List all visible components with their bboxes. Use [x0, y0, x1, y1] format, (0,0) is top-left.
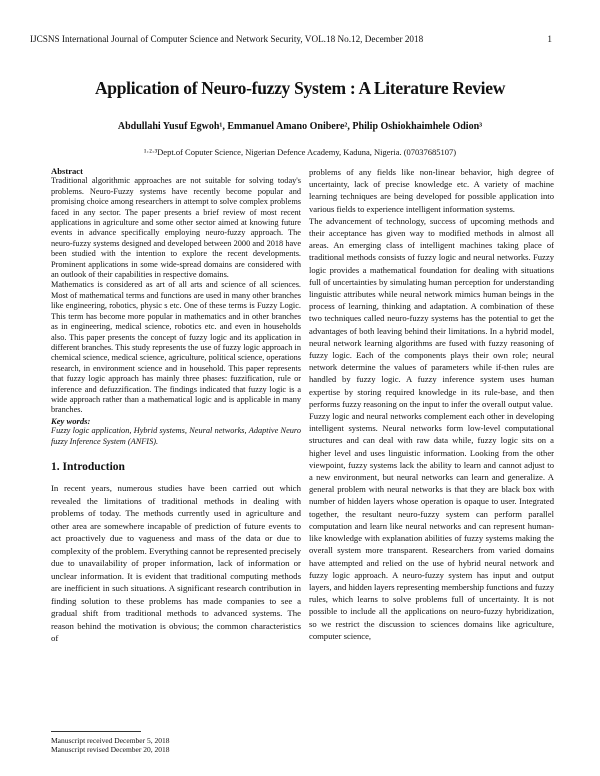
- left-column: [51, 166, 301, 645]
- right-column: [309, 166, 554, 642]
- section-heading-introduction: 1. Introduction: [51, 460, 125, 473]
- running-header: [30, 34, 552, 44]
- right-paragraph-1: problems of any fields like non-linear behavior, high degree of uncertainty, lack of precise knowledge etc. A variety of machine learning techniques are being developed for possible application into various fields to experience intelligent information systems.: [309, 167, 554, 214]
- paper-title: Application of Neuro-fuzzy System : A Literature Review: [94, 78, 506, 98]
- footnote-revised: Manuscript revised December 20, 2018: [51, 745, 170, 754]
- keywords-heading: Key words:: [51, 415, 91, 426]
- introduction-paragraph: In recent years, numerous studies have been carried out which revealed the limitations of traditional methods in dealing with problems of today. The methods currently used in agriculture and other area are somewhere incapable of prediction of future events to act proactively due to vagueness and mass of the data or due to complexity of the problem. Everything cannot be represented precisely due to unavailability of proper information, lack of information or unclear information. It is evident that traditional computing methods are inefficient in such situations. A significant research contribution in finding solution to these problems has made companies to see a gradual shift from traditional methods to advanced systems. The reason behind the motivation is obvious; the common characteristics of: [51, 483, 301, 644]
- page-number: 1: [547, 34, 552, 44]
- right-paragraph-2: The advancement of technology, success of upcoming methods and their acceptance has given way to modified methods in almost all areas. An emerging class of intelligent machines taking place of traditional methods consists of fuzzy logic and neural networks. Fuzzy logic provides a mathematical foundation for dealing with situations full of uncertainties by simulating human perception for understanding linguistic attributes while neural network mimics human beings in the process of learning, thinking and adaptation. A combination of these two techniques called neuro-fuzzy systems has the potential to get the advantages of both leaving behind their limitations. In a hybrid model, neural network learning algorithms are fused with fuzzy reasoning of fuzzy logic. Each of the components plays their own role; neural network determine the values of parameters while if-then rules are handled by fuzzy logic. A fuzzy inference system uses human expertise by storing required knowledge in its rule-base, and then performs fuzzy reasoning on the input to infer the overall output value.: [309, 215, 554, 409]
- footnotes: [51, 736, 301, 754]
- abstract-paragraph-2: Mathematics is considered as art of all arts and science of all sciences. Most of mathematical terms and functions are used in many other branches like engineering, robotics, physic s etc. One of these terms is Fuzzy Logic. This term has become more popular in mathematics and in other branches as in engineering, medical science, robotics etc. and even in households also. This paper presents the concept of fuzzy logic and its application in different branches. This study represents the use of fuzzy logic approach in chemical science, medical science, agriculture, political science, operations research, in environment science and in household. This paper represents that fuzzy logic approach has mainly three phases: fuzzification, rule or inference and defuzzification. The findings indicated that fuzzy logic is a wide approach rather than a mathematical logic and is applicable in many branches.: [51, 280, 301, 415]
- journal-name: IJCSNS International Journal of Computer Science and Network Security, VOL.18 No.12, December 2018: [30, 34, 424, 44]
- footnote-received: Manuscript received December 5, 2018: [51, 736, 170, 745]
- author-list: Abdullahi Yusuf Egwoh¹, Emmanuel Amano Onibere², Philip Oshiokhaimhele Odion³: [117, 121, 483, 132]
- affiliation: ¹·²·³Dept.of Coputer Science, Nigerian Defence Academy, Kaduna, Nigeria. (07037685107): [143, 147, 457, 157]
- abstract-paragraph-1: Traditional algorithmic approaches are not suitable for solving today's problems. Neuro-Fuzzy systems have recently become popular and promising choice among researchers in attempt to solve complex problems faced in any sector. The paper presents a brief review of most recent applications in agriculture and some other sector aimed at knowing future events in advance specifically employing neuro-fuzzy approach. The neuro-fuzzy systems designed and developed between 2000 and 2018 have been studied with the intention to explore the recent developments. Prominent applications in some wide-spread domains are considered with an outlook of their capabilities in respective domains.: [51, 176, 301, 280]
- abstract-heading: Abstract: [51, 166, 83, 176]
- right-paragraph-3: Fuzzy logic and neural networks complement each other in developing intelligent systems. Neural networks form low-level computational structures and can deal with raw data while, fuzzy logic sits on a higher level and uses linguistic information. Looking from the other viewpoint, fuzzy systems lack the ability to learn and cannot adjust to a new environment, but neural networks can learn and generalize. A general problem with neural networks is that they are black box with number of hidden layers whose operation is opaque to user. Integrated together, the resultant neuro-fuzzy system can perform parallel computation and learn like neural networks and can represent human-like knowledge with explanation abilities of fuzzy systems making the overall system more transparent. Researchers from varied domains have attempted and relied on the use of hybrid neural network and fuzzy logic approach. A neuro-fuzzy system has input and output layers, and hidden layers representing membership functions and fuzzy rules, which learns to solve problems full of uncertainty. It is not possible to include all the applications on neuro-fuzzy hybridization, so we restrict the discussion to sciences domains like agriculture, computer science,: [309, 411, 554, 641]
- footnote-rule: [51, 731, 141, 732]
- keywords-text: Fuzzy logic application, Hybrid systems, Neural networks, Adaptive Neuro fuzzy Inference System (ANFIS).: [51, 426, 301, 446]
